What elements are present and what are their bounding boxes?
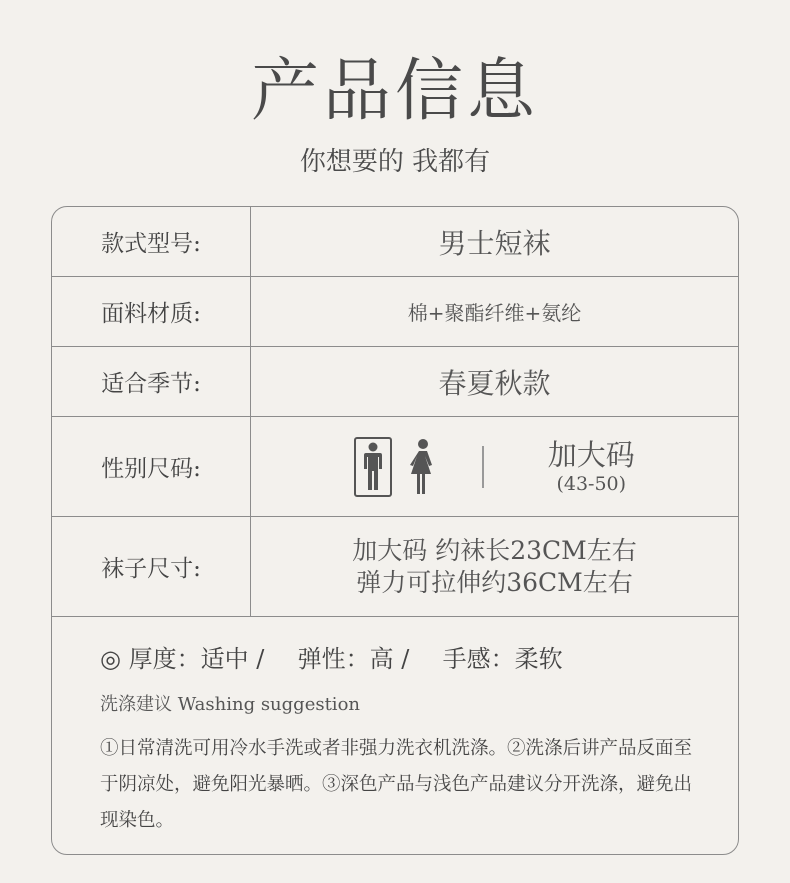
size-label: 加大码 xyxy=(547,437,635,472)
divider xyxy=(482,446,484,488)
row-label: 面料材质: xyxy=(52,277,251,346)
row-label: 性别尺码: xyxy=(52,417,251,516)
sock-size-line-2: 弹力可拉伸约36CM左右 xyxy=(356,567,633,597)
row-model xyxy=(52,207,738,277)
row-material xyxy=(52,277,738,347)
row-value: 春夏秋款 xyxy=(438,366,551,400)
sock-size-line-1: 加大码 约袜长23CM左右 xyxy=(352,535,637,565)
product-info-card xyxy=(51,206,739,855)
row-gender-size xyxy=(52,417,738,517)
row-sock-size xyxy=(52,517,738,617)
page-subtitle: 你想要的 我都有 xyxy=(299,147,491,177)
row-label: 袜子尺寸: xyxy=(52,517,251,616)
row-value xyxy=(251,417,738,516)
wash-title: 洗涤建议 Washing suggestion xyxy=(100,694,360,715)
feature-elasticity: 弹性：高 / xyxy=(297,645,410,673)
row-label: 适合季节: xyxy=(52,347,251,416)
size-range: (43-50) xyxy=(556,472,627,495)
female-icon xyxy=(410,438,436,496)
male-icon xyxy=(354,437,392,497)
row-value: 男士短袜 xyxy=(438,226,551,260)
feature-feel: 手感：柔软 xyxy=(442,645,563,673)
features-line xyxy=(100,643,563,675)
feature-thickness: ◎ 厚度：适中 / xyxy=(100,645,265,673)
row-season xyxy=(52,347,738,417)
row-value: 棉+聚酯纤维+氨纶 xyxy=(407,301,582,325)
wash-text: ①日常清洗可用冷水手洗或者非强力洗衣机洗涤。②洗涤后讲产品反面至于阴凉处，避免阳光暴晒。③深色产品与浅色产品建议分开洗涤，避免出现染色。 xyxy=(100,738,693,831)
page-title: 产品信息 xyxy=(250,52,539,131)
row-value xyxy=(251,517,738,616)
row-label: 款式型号: xyxy=(52,207,251,276)
